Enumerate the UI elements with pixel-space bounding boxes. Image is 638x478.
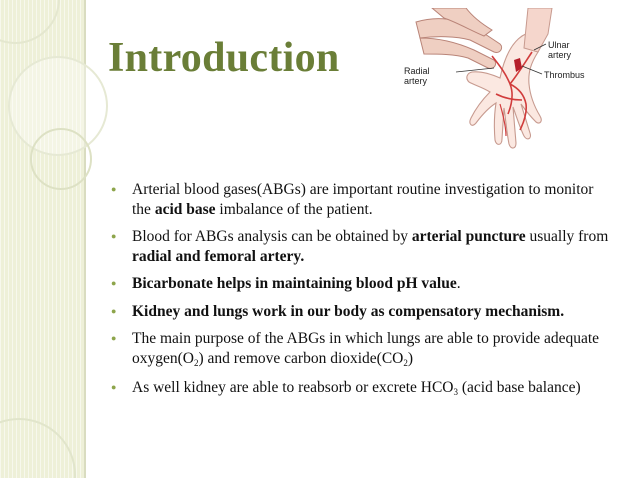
bullet-abg-definition: ● Arterial blood gases(ABGs) are important routine investigation to monitor the acid base imbalance of the patient. [108, 180, 613, 219]
examiner-fingers [416, 8, 502, 68]
label-radial-artery: Radial artery [404, 66, 430, 86]
label-thrombus: Thrombus [544, 70, 585, 80]
bullet-blood-source: ● Blood for ABGs analysis can be obtained by arterial puncture usually from radial and femoral artery. [108, 227, 613, 266]
bullet-main-purpose: ● The main purpose of the ABGs in which lungs are able to provide adequate oxygen(O2) and remove carbon dioxide(CO2) [108, 329, 613, 370]
bullet-bicarbonate: ● Bicarbonate helps in maintaining blood pH value. [108, 274, 613, 294]
bullet-list [108, 180, 613, 400]
bullet-kidney-hco3: ● As well kidney are able to reabsorb or excrete HCO3 (acid base balance) [108, 378, 613, 400]
bullet-kidney-lungs: ● Kidney and lungs work in our body as compensatory mechanism. [108, 302, 613, 322]
slide-title: Introduction [108, 35, 340, 81]
label-ulnar-artery: Ulnar artery [548, 40, 572, 60]
slide-content [108, 180, 613, 408]
wrist-artery-illustration [396, 8, 610, 160]
decorative-ring-small [30, 128, 92, 190]
